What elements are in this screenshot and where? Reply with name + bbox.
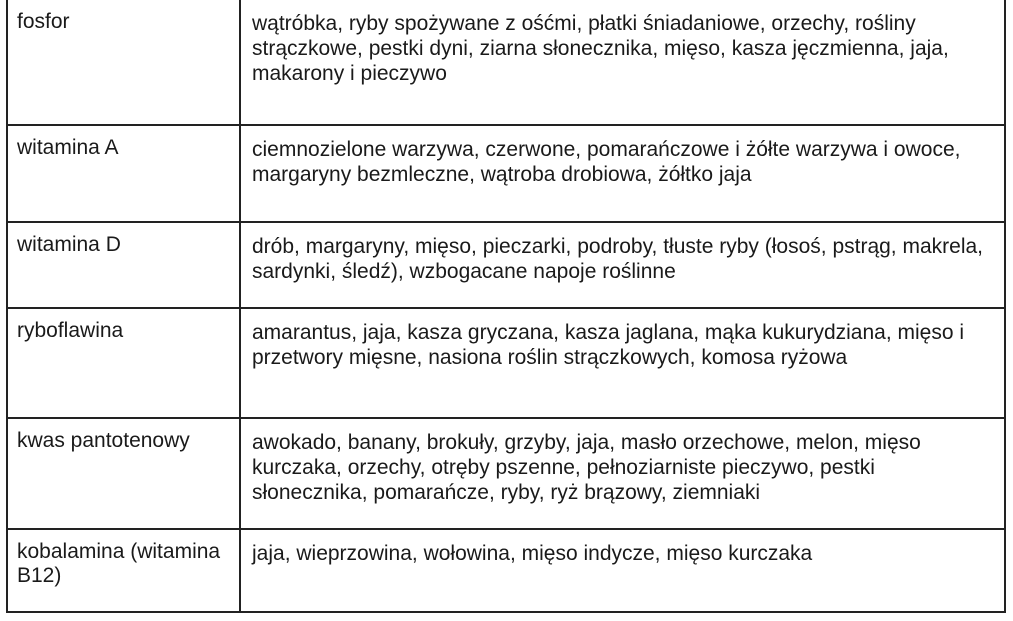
table-row: [8, 0, 1004, 124]
nutrient-name-cell: kobalamina (witamina B12): [8, 530, 241, 611]
food-sources-cell: awokado, banany, brokuły, grzyby, jaja, masło orzechowe, melon, mięso kurczaka, orzechy, otręby pszenne, pełnoziarniste pieczywo, pestki słonecznika, pomarańcze, ryby, ryż brązowy, ziemniaki: [252, 431, 921, 504]
food-sources-cell: jaja, wieprzowina, wołowina, mięso indycze, mięso kurczaka: [252, 542, 813, 565]
food-sources-cell: drób, margaryny, mięso, pieczarki, podroby, tłuste ryby (łosoś, pstrąg, makrela, sardynki, śledź), wzbogacane napoje roślinne: [252, 235, 984, 283]
nutrient-name-cell: fosfor: [8, 0, 241, 124]
nutrient-name-cell: witamina A: [8, 126, 241, 221]
table-row: [8, 528, 1004, 611]
table-row: [8, 221, 1004, 307]
nutrient-name-cell: witamina D: [8, 223, 241, 307]
food-sources-cell: amarantus, jaja, kasza gryczana, kasza jaglana, mąka kukurydziana, mięso i przetwory mięsne, nasiona roślin strączkowych, komosa ryżowa: [252, 321, 965, 369]
table-row: [8, 417, 1004, 528]
nutrient-name-cell: kwas pantotenowy: [8, 419, 241, 528]
table-row: [8, 124, 1004, 221]
table-row: [8, 307, 1004, 417]
food-sources-cell: wątróbka, ryby spożywane z ośćmi, płatki śniadaniowe, orzechy, rośliny strączkowe, pestki dyni, ziarna słonecznika, mięso, kasza jęczmienna, jaja, makarony i pieczywo: [252, 12, 949, 85]
nutrient-sources-table: [6, 0, 1006, 613]
food-sources-cell: ciemnozielone warzywa, czerwone, pomarańczowe i żółte warzywa i owoce, margaryny bezmleczne, wątroba drobiowa, żółtko jaja: [252, 138, 961, 186]
nutrient-name-cell: ryboflawina: [8, 309, 241, 417]
